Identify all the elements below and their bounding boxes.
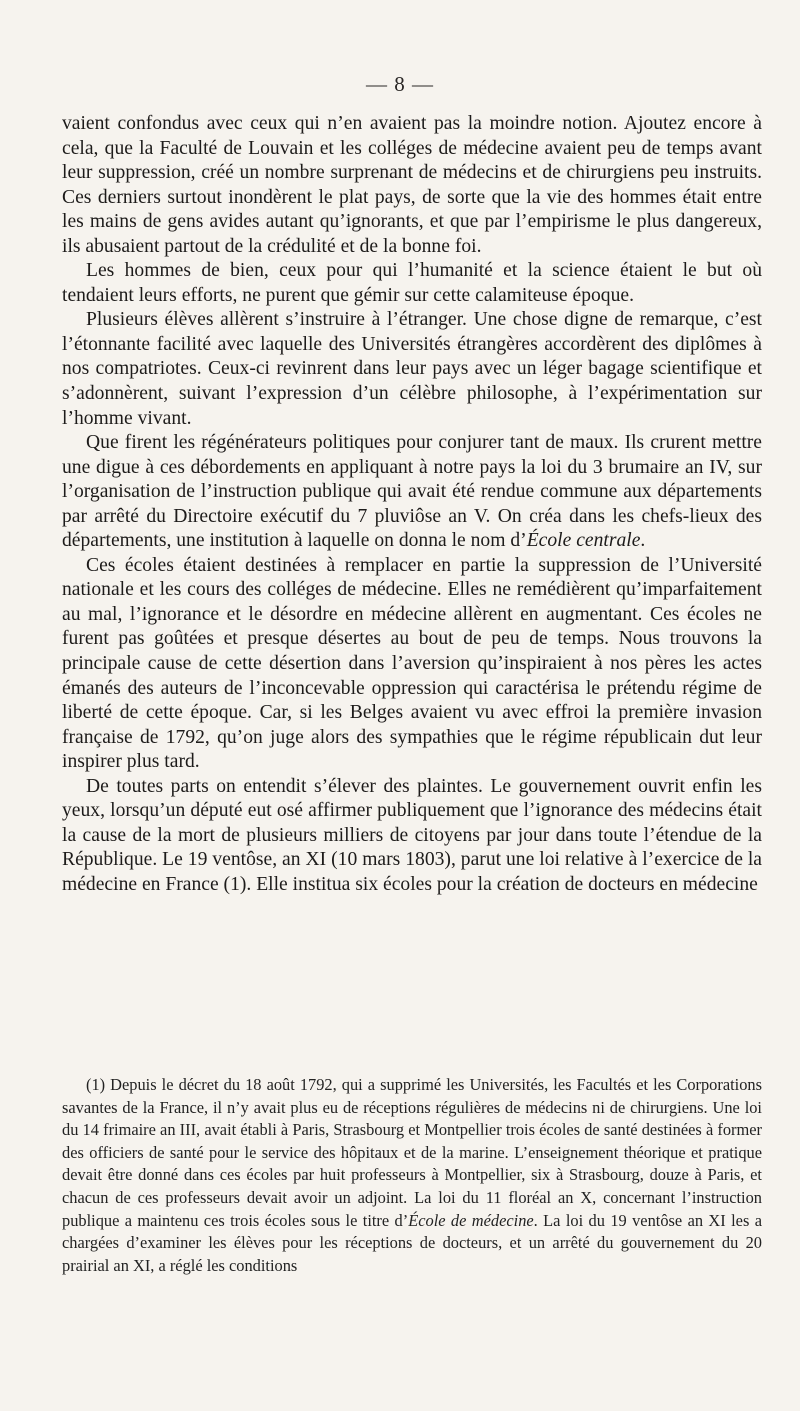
paragraph-4 — [62, 431, 762, 554]
footnote-1 — [62, 1074, 762, 1277]
paragraph-4-end: . — [640, 530, 646, 552]
paragraph-5: Ces écoles étaient destinées à remplacer en partie la suppression de l’Université nationale et les cours des colléges de médecine. Elles ne remédièrent qu’imparfaitement au mal, l’ignorance et le désordre en médecine allèrent en augmentant. Ces écoles ne furent pas goûtées et presque désertes au bout de peu de temps. Nous trouvons la principale cause de cette désertion dans l’aversion qu’inspiraient à nos pères les actes émanés des auteurs de l’inconcevable oppression qui caractérisa le prétendu régime de liberté de cette époque. Car, si les Belges avaient vu avec effroi la première invasion française de 1792, qu’on juge alors des sympathies que le régime républicain dut leur inspirer plus tard. — [62, 554, 762, 773]
paragraph-4-emphasis: École centrale — [526, 530, 641, 552]
footnotes — [62, 1074, 762, 1277]
paragraph-6: De toutes parts on entendit s’élever des plaintes. Le gouvernement ouvrit enfin les yeux, lorsqu’un député eut osé affirmer publiquement que l’ignorance des médecins était la cause de la mort de plusieurs milliers de citoyens par jour dans toute l’étendue de la République. Le 19 ventôse, an XI (10 mars 1803), parut une loi relative à l’exercice de la médecine en France (1). Elle institua six écoles pour la création de docteurs en médecine — [62, 775, 762, 895]
paragraph-3: Plusieurs élèves allèrent s’instruire à l’étranger. Une chose digne de remarque, c’est l’étonnante facilité avec laquelle des Universités étrangères accordèrent des diplômes à nos compatriotes. Ceux-ci revinrent dans leur pays avec un léger bagage scientifique et s’adonnèrent, suivant l’expression d’un célèbre philosophe, à l’expérimentation sur l’homme vivant. — [62, 309, 762, 429]
page-number: — 8 — — [366, 72, 434, 96]
footnote-1-end: . La loi du 19 ventôse an XI les a chargées d’examiner les élèves pour les réceptions de docteurs, et un arrêté du gouvernement du 20 prairial an XI, a réglé les conditions — [62, 1210, 762, 1275]
paragraph-4-text: Que firent les régénérateurs politiques pour conjurer tant de maux. Ils crurent mettre une digue à ces débordements en appliquant à notre pays la loi du 3 brumaire an IV, sur l’organisation de l’instruction publique qui avait été rendue commune aux départements par arrêté du Directoire exécutif du 7 pluviôse an V. On créa dans les chefs-lieux des départements, une institution à laquelle on donna le nom d’ — [62, 432, 762, 552]
body-text — [62, 112, 762, 898]
paragraph-2: Les hommes de bien, ceux pour qui l’humanité et la science étaient le but où tendaient leurs efforts, ne purent que gémir sur cette calamiteuse époque. — [62, 260, 762, 306]
paragraph-1: vaient confondus avec ceux qui n’en avaient pas la moindre notion. Ajoutez encore à cela, que la Faculté de Louvain et les colléges de médecine avaient peu de temps avant leur suppression, créé un nombre surprenant de médecins et de chirurgiens peu instruits. Ces derniers surtout inondèrent le plat pays, de sorte que la vie des hommes était entre les mains de gens avides autant qu’ignorants, et que par l’empirisme le plus dangereux, ils abusaient partout de la crédulité et de la bonne foi. — [62, 113, 762, 257]
footnote-1-emphasis: École de médecine — [408, 1210, 534, 1230]
footnote-1-text: (1) Depuis le décret du 18 août 1792, qui a supprimé les Universités, les Facultés et les Corporations savantes de la France, il n’y avait plus eu de réceptions régulières de médecins ni de chirurgiens. Une loi du 14 frimaire an III, avait établi à Paris, Strasbourg et Montpellier trois écoles de santé destinées à former des officiers de santé pour le service des hôpitaux et de la marine. L’enseignement théorique et pratique devait être donné dans ces écoles par huit professeurs à Montpellier, six à Strasbourg, douze à Paris, et chacun de ces professeurs devait avoir un adjoint. La loi du 11 floréal an X, concernant l’instruction publique a maintenu ces trois écoles sous le titre d’ — [62, 1075, 762, 1230]
